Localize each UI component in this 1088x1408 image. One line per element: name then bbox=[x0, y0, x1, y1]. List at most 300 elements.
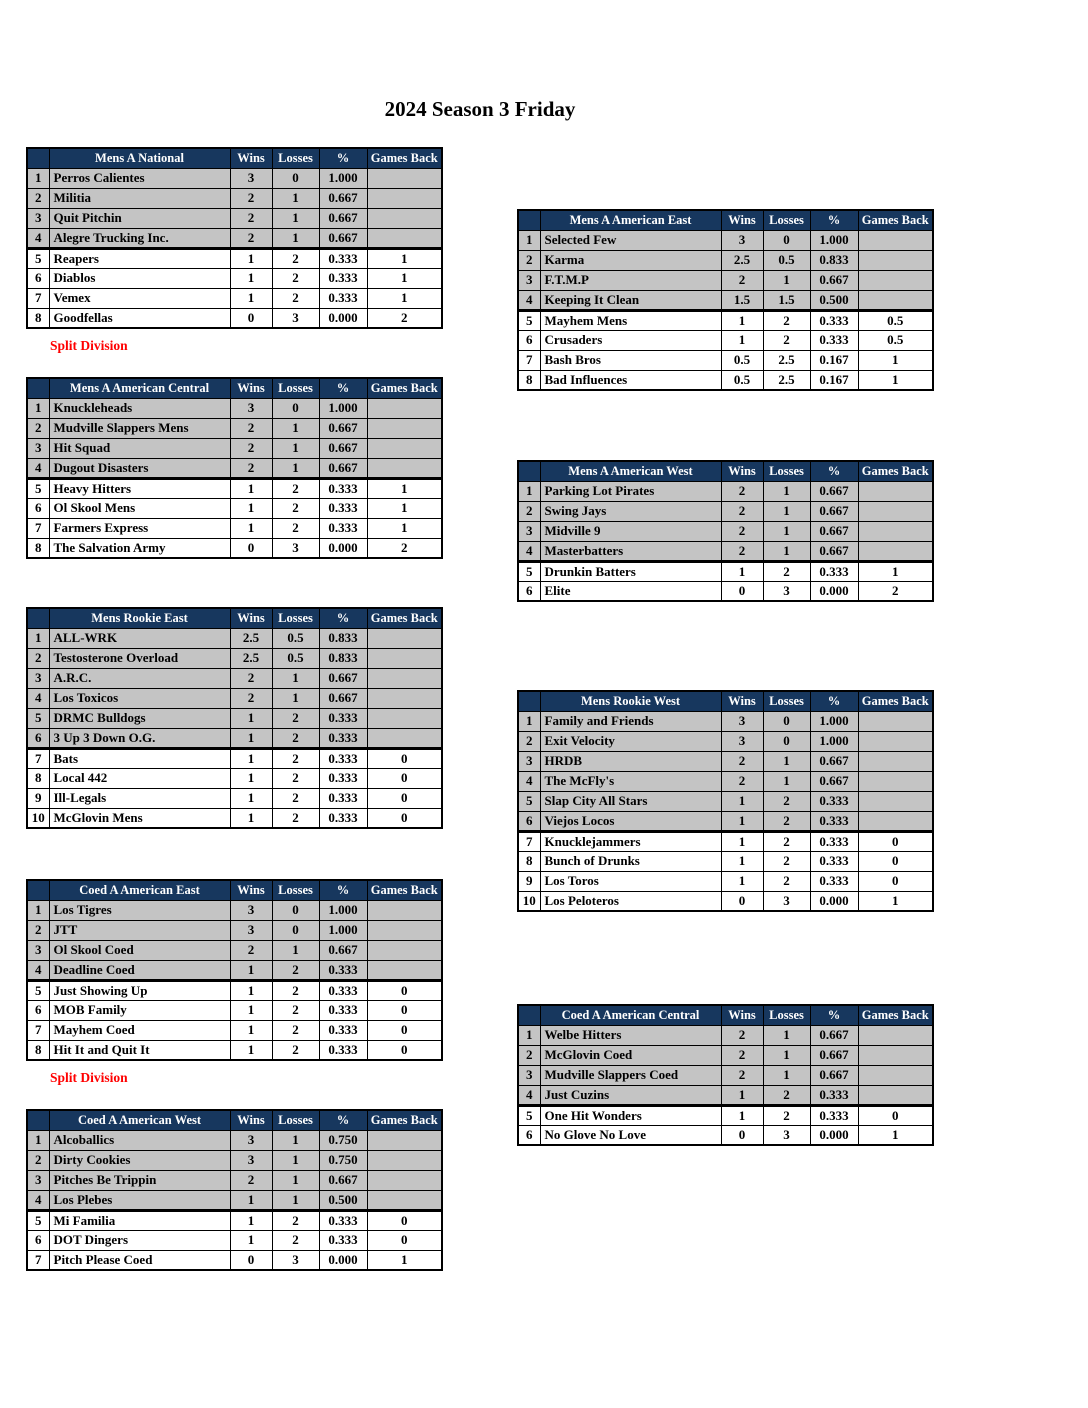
losses-cell: 1 bbox=[763, 1025, 810, 1045]
rank-cell: 2 bbox=[27, 418, 49, 438]
wins-cell: 3 bbox=[721, 711, 763, 731]
losses-cell: 0.5 bbox=[763, 250, 810, 270]
rank-cell: 4 bbox=[27, 228, 49, 248]
col-header-losses: Losses bbox=[272, 880, 319, 900]
wins-cell: 1 bbox=[721, 1085, 763, 1105]
wins-cell: 2 bbox=[721, 1045, 763, 1065]
team-name: Alegre Trucking Inc. bbox=[49, 228, 230, 248]
pct-cell: 0.333 bbox=[319, 1020, 367, 1040]
pct-cell: 1.000 bbox=[319, 168, 367, 188]
team-row bbox=[518, 711, 933, 731]
games-back-cell bbox=[858, 731, 933, 751]
team-row bbox=[518, 771, 933, 791]
pct-cell: 0.333 bbox=[319, 808, 367, 828]
games-back-cell bbox=[367, 398, 442, 418]
pct-cell: 0.333 bbox=[319, 1040, 367, 1060]
team-row bbox=[27, 398, 442, 418]
wins-cell: 2 bbox=[230, 668, 272, 688]
rank-cell: 2 bbox=[518, 501, 540, 521]
pct-cell: 0.333 bbox=[319, 268, 367, 288]
wins-cell: 2 bbox=[721, 481, 763, 501]
rank-header bbox=[518, 1005, 540, 1025]
losses-cell: 1 bbox=[272, 1150, 319, 1170]
rank-cell: 2 bbox=[27, 648, 49, 668]
games-back-cell bbox=[858, 521, 933, 541]
pct-cell: 0.667 bbox=[810, 1045, 858, 1065]
team-name: Dirty Cookies bbox=[49, 1150, 230, 1170]
team-row bbox=[27, 308, 442, 328]
team-row bbox=[518, 1045, 933, 1065]
losses-cell: 2 bbox=[763, 1085, 810, 1105]
pct-cell: 0.667 bbox=[319, 458, 367, 478]
wins-cell: 3 bbox=[721, 731, 763, 751]
pct-cell: 0.000 bbox=[319, 308, 367, 328]
col-header-games-back: Games Back bbox=[367, 880, 442, 900]
losses-cell: 0.5 bbox=[272, 648, 319, 668]
team-row bbox=[27, 418, 442, 438]
header-row bbox=[518, 691, 933, 711]
wins-cell: 1 bbox=[230, 1210, 272, 1230]
losses-cell: 1 bbox=[272, 188, 319, 208]
rank-cell: 8 bbox=[518, 851, 540, 871]
rank-cell: 8 bbox=[27, 768, 49, 788]
losses-cell: 2.5 bbox=[763, 350, 810, 370]
games-back-cell bbox=[858, 541, 933, 561]
games-back-cell: 0 bbox=[367, 980, 442, 1000]
pct-cell: 1.000 bbox=[810, 731, 858, 751]
games-back-cell: 1 bbox=[858, 350, 933, 370]
wins-cell: 2 bbox=[230, 458, 272, 478]
losses-cell: 1 bbox=[272, 458, 319, 478]
games-back-cell: 2 bbox=[367, 308, 442, 328]
table-mens-a-national bbox=[26, 147, 443, 329]
team-name: Family and Friends bbox=[540, 711, 721, 731]
wins-cell: 1 bbox=[230, 1040, 272, 1060]
team-row bbox=[27, 748, 442, 768]
col-header-games-back: Games Back bbox=[367, 608, 442, 628]
games-back-cell: 1 bbox=[367, 268, 442, 288]
rank-cell: 2 bbox=[27, 1150, 49, 1170]
rank-cell: 6 bbox=[518, 1125, 540, 1145]
team-name: Perros Calientes bbox=[49, 168, 230, 188]
pct-cell: 1.000 bbox=[319, 398, 367, 418]
team-row bbox=[27, 518, 442, 538]
games-back-cell bbox=[858, 250, 933, 270]
pct-cell: 0.333 bbox=[319, 1210, 367, 1230]
team-row bbox=[518, 481, 933, 501]
pct-cell: 0.667 bbox=[319, 228, 367, 248]
team-name: Drunkin Batters bbox=[540, 561, 721, 581]
team-name: Diablos bbox=[49, 268, 230, 288]
team-name: HRDB bbox=[540, 751, 721, 771]
col-header-games-back: Games Back bbox=[858, 691, 933, 711]
wins-cell: 1 bbox=[230, 1190, 272, 1210]
rank-cell: 5 bbox=[27, 980, 49, 1000]
games-back-cell bbox=[367, 228, 442, 248]
pct-cell: 0.333 bbox=[810, 831, 858, 851]
losses-cell: 1 bbox=[272, 1130, 319, 1150]
team-name: No Glove No Love bbox=[540, 1125, 721, 1145]
losses-cell: 1 bbox=[272, 438, 319, 458]
wins-cell: 2 bbox=[230, 1170, 272, 1190]
games-back-cell bbox=[367, 920, 442, 940]
games-back-cell bbox=[367, 648, 442, 668]
wins-cell: 2 bbox=[721, 501, 763, 521]
games-back-cell bbox=[367, 418, 442, 438]
team-name: McGlovin Coed bbox=[540, 1045, 721, 1065]
standings-table bbox=[26, 147, 443, 329]
standings-table bbox=[517, 1004, 934, 1146]
rank-cell: 7 bbox=[27, 518, 49, 538]
team-row bbox=[27, 768, 442, 788]
rank-cell: 5 bbox=[518, 310, 540, 330]
table-mens-a-american-west bbox=[517, 460, 934, 602]
team-name: Just Cuzins bbox=[540, 1085, 721, 1105]
wins-cell: 2 bbox=[230, 188, 272, 208]
team-row bbox=[27, 688, 442, 708]
pct-cell: 0.333 bbox=[810, 330, 858, 350]
pct-cell: 0.667 bbox=[810, 521, 858, 541]
team-row bbox=[518, 521, 933, 541]
team-name: Dugout Disasters bbox=[49, 458, 230, 478]
team-name: Bunch of Drunks bbox=[540, 851, 721, 871]
losses-cell: 2 bbox=[272, 268, 319, 288]
team-row bbox=[27, 538, 442, 558]
losses-cell: 2 bbox=[272, 478, 319, 498]
losses-cell: 0 bbox=[272, 920, 319, 940]
col-header-games-back: Games Back bbox=[858, 1005, 933, 1025]
pct-cell: 0.167 bbox=[810, 370, 858, 390]
rank-cell: 3 bbox=[27, 940, 49, 960]
team-name: A.R.C. bbox=[49, 668, 230, 688]
games-back-cell bbox=[367, 960, 442, 980]
team-name: Karma bbox=[540, 250, 721, 270]
team-row bbox=[27, 980, 442, 1000]
split-division-label-2: Split Division bbox=[50, 1070, 128, 1085]
team-row bbox=[27, 458, 442, 478]
wins-cell: 0 bbox=[230, 538, 272, 558]
games-back-cell: 0 bbox=[367, 1230, 442, 1250]
team-row bbox=[27, 900, 442, 920]
rank-cell: 7 bbox=[27, 1020, 49, 1040]
pct-cell: 0.667 bbox=[810, 270, 858, 290]
team-row bbox=[27, 228, 442, 248]
games-back-cell: 0 bbox=[367, 808, 442, 828]
team-name: Mayhem Mens bbox=[540, 310, 721, 330]
losses-cell: 1 bbox=[272, 688, 319, 708]
wins-cell: 2.5 bbox=[721, 250, 763, 270]
rank-cell: 4 bbox=[27, 1190, 49, 1210]
rank-cell: 10 bbox=[27, 808, 49, 828]
pct-cell: 0.167 bbox=[810, 350, 858, 370]
team-row bbox=[27, 1170, 442, 1190]
rank-cell: 3 bbox=[518, 270, 540, 290]
header-row bbox=[518, 1005, 933, 1025]
rank-cell: 8 bbox=[27, 308, 49, 328]
rank-cell: 3 bbox=[27, 1170, 49, 1190]
team-name: Goodfellas bbox=[49, 308, 230, 328]
losses-cell: 1 bbox=[763, 521, 810, 541]
wins-cell: 3 bbox=[230, 1150, 272, 1170]
table-mens-a-american-east bbox=[517, 209, 934, 391]
rank-cell: 7 bbox=[27, 748, 49, 768]
pct-cell: 0.333 bbox=[810, 561, 858, 581]
team-name: Farmers Express bbox=[49, 518, 230, 538]
losses-cell: 1 bbox=[272, 1170, 319, 1190]
wins-cell: 2 bbox=[721, 521, 763, 541]
team-row bbox=[27, 1040, 442, 1060]
losses-cell: 2 bbox=[272, 708, 319, 728]
losses-cell: 2 bbox=[272, 1000, 319, 1020]
standings-table bbox=[26, 607, 443, 829]
rank-cell: 6 bbox=[518, 581, 540, 601]
losses-cell: 1 bbox=[763, 771, 810, 791]
rank-cell: 6 bbox=[27, 1000, 49, 1020]
standings-table bbox=[26, 879, 443, 1061]
pct-cell: 0.000 bbox=[319, 1250, 367, 1270]
team-name: Parking Lot Pirates bbox=[540, 481, 721, 501]
losses-cell: 3 bbox=[763, 891, 810, 911]
col-header-losses: Losses bbox=[763, 461, 810, 481]
games-back-cell bbox=[858, 501, 933, 521]
losses-cell: 2 bbox=[763, 310, 810, 330]
table-title: Coed A American Central bbox=[540, 1005, 721, 1025]
rank-cell: 3 bbox=[518, 1065, 540, 1085]
team-name: Knucklejammers bbox=[540, 831, 721, 851]
games-back-cell: 0 bbox=[367, 748, 442, 768]
games-back-cell: 0.5 bbox=[858, 330, 933, 350]
rank-header bbox=[27, 1110, 49, 1130]
pct-cell: 0.667 bbox=[319, 668, 367, 688]
rank-cell: 10 bbox=[518, 891, 540, 911]
header-row bbox=[27, 608, 442, 628]
rank-cell: 2 bbox=[27, 188, 49, 208]
losses-cell: 1 bbox=[272, 668, 319, 688]
wins-cell: 2 bbox=[721, 1065, 763, 1085]
losses-cell: 2 bbox=[272, 1040, 319, 1060]
wins-cell: 0 bbox=[721, 891, 763, 911]
rank-cell: 6 bbox=[27, 268, 49, 288]
losses-cell: 1 bbox=[272, 940, 319, 960]
team-row bbox=[518, 561, 933, 581]
team-name: Pitch Please Coed bbox=[49, 1250, 230, 1270]
rank-cell: 3 bbox=[27, 438, 49, 458]
table-coed-a-american-east bbox=[26, 879, 443, 1061]
pct-cell: 0.667 bbox=[319, 438, 367, 458]
col-header-losses: Losses bbox=[272, 608, 319, 628]
pct-cell: 0.333 bbox=[810, 851, 858, 871]
team-name: Heavy Hitters bbox=[49, 478, 230, 498]
losses-cell: 1 bbox=[763, 1065, 810, 1085]
team-row bbox=[518, 1105, 933, 1125]
games-back-cell bbox=[367, 668, 442, 688]
losses-cell: 2 bbox=[272, 1020, 319, 1040]
team-name: Local 442 bbox=[49, 768, 230, 788]
pct-cell: 0.667 bbox=[810, 1065, 858, 1085]
rank-cell: 2 bbox=[27, 920, 49, 940]
team-row bbox=[27, 708, 442, 728]
team-row bbox=[518, 330, 933, 350]
pct-cell: 0.333 bbox=[319, 980, 367, 1000]
losses-cell: 2 bbox=[763, 831, 810, 851]
team-row bbox=[27, 1150, 442, 1170]
pct-cell: 0.333 bbox=[319, 288, 367, 308]
team-name: Bash Bros bbox=[540, 350, 721, 370]
games-back-cell bbox=[858, 751, 933, 771]
team-name: Hit Squad bbox=[49, 438, 230, 458]
team-name: Viejos Locos bbox=[540, 811, 721, 831]
team-row bbox=[518, 230, 933, 250]
team-row bbox=[27, 788, 442, 808]
header-row bbox=[27, 378, 442, 398]
games-back-cell: 0.5 bbox=[858, 310, 933, 330]
pct-cell: 1.000 bbox=[810, 711, 858, 731]
losses-cell: 3 bbox=[272, 1250, 319, 1270]
wins-cell: 1 bbox=[230, 788, 272, 808]
losses-cell: 2 bbox=[272, 248, 319, 268]
col-header-wins: Wins bbox=[230, 1110, 272, 1130]
games-back-cell bbox=[858, 290, 933, 310]
team-name: Los Peloteros bbox=[540, 891, 721, 911]
wins-cell: 1 bbox=[230, 1020, 272, 1040]
col-header-losses: Losses bbox=[763, 691, 810, 711]
team-row bbox=[518, 891, 933, 911]
wins-cell: 1 bbox=[230, 518, 272, 538]
team-row bbox=[518, 541, 933, 561]
losses-cell: 1 bbox=[272, 228, 319, 248]
games-back-cell bbox=[367, 188, 442, 208]
losses-cell: 0 bbox=[272, 900, 319, 920]
team-name: Ol Skool Coed bbox=[49, 940, 230, 960]
table-coed-a-american-west bbox=[26, 1109, 443, 1271]
games-back-cell bbox=[367, 900, 442, 920]
team-name: Slap City All Stars bbox=[540, 791, 721, 811]
wins-cell: 1 bbox=[721, 310, 763, 330]
col-header-pct: % bbox=[319, 148, 367, 168]
team-name: MOB Family bbox=[49, 1000, 230, 1020]
wins-cell: 1 bbox=[721, 561, 763, 581]
col-header-pct: % bbox=[810, 691, 858, 711]
team-row bbox=[27, 648, 442, 668]
team-name: Exit Velocity bbox=[540, 731, 721, 751]
rank-header bbox=[518, 461, 540, 481]
pct-cell: 0.750 bbox=[319, 1150, 367, 1170]
col-header-games-back: Games Back bbox=[858, 210, 933, 230]
team-name: JTT bbox=[49, 920, 230, 940]
rank-cell: 1 bbox=[27, 900, 49, 920]
col-header-losses: Losses bbox=[272, 378, 319, 398]
losses-cell: 3 bbox=[272, 538, 319, 558]
team-row bbox=[518, 250, 933, 270]
team-row bbox=[27, 960, 442, 980]
team-row bbox=[518, 731, 933, 751]
games-back-cell: 1 bbox=[858, 891, 933, 911]
games-back-cell bbox=[367, 1130, 442, 1150]
team-row bbox=[27, 1230, 442, 1250]
rank-cell: 6 bbox=[518, 811, 540, 831]
team-name: ALL-WRK bbox=[49, 628, 230, 648]
rank-cell: 7 bbox=[27, 1250, 49, 1270]
rank-cell: 1 bbox=[518, 711, 540, 731]
team-row bbox=[27, 1000, 442, 1020]
wins-cell: 2 bbox=[230, 940, 272, 960]
wins-cell: 1 bbox=[230, 708, 272, 728]
losses-cell: 2 bbox=[272, 728, 319, 748]
losses-cell: 0 bbox=[272, 398, 319, 418]
wins-cell: 1 bbox=[230, 498, 272, 518]
games-back-cell bbox=[858, 791, 933, 811]
team-row bbox=[518, 270, 933, 290]
pct-cell: 0.333 bbox=[319, 768, 367, 788]
col-header-pct: % bbox=[319, 378, 367, 398]
rank-cell: 6 bbox=[27, 498, 49, 518]
rank-cell: 1 bbox=[518, 230, 540, 250]
games-back-cell: 1 bbox=[367, 478, 442, 498]
pct-cell: 0.333 bbox=[319, 518, 367, 538]
pct-cell: 0.000 bbox=[319, 538, 367, 558]
team-row bbox=[27, 920, 442, 940]
pct-cell: 0.333 bbox=[319, 748, 367, 768]
pct-cell: 0.000 bbox=[810, 581, 858, 601]
team-row bbox=[518, 501, 933, 521]
rank-header bbox=[518, 210, 540, 230]
standings-table bbox=[26, 377, 443, 559]
rank-cell: 4 bbox=[27, 960, 49, 980]
team-row bbox=[27, 1020, 442, 1040]
team-name: Just Showing Up bbox=[49, 980, 230, 1000]
games-back-cell bbox=[367, 1170, 442, 1190]
rank-cell: 4 bbox=[518, 290, 540, 310]
wins-cell: 1.5 bbox=[721, 290, 763, 310]
team-row bbox=[27, 478, 442, 498]
col-header-losses: Losses bbox=[763, 210, 810, 230]
games-back-cell: 0 bbox=[367, 1020, 442, 1040]
games-back-cell bbox=[858, 481, 933, 501]
team-row bbox=[518, 831, 933, 851]
losses-cell: 1 bbox=[763, 541, 810, 561]
rank-cell: 8 bbox=[27, 538, 49, 558]
team-name: Bad Influences bbox=[540, 370, 721, 390]
losses-cell: 2 bbox=[272, 498, 319, 518]
team-name: Keeping It Clean bbox=[540, 290, 721, 310]
col-header-wins: Wins bbox=[721, 461, 763, 481]
games-back-cell bbox=[367, 438, 442, 458]
losses-cell: 2.5 bbox=[763, 370, 810, 390]
games-back-cell: 1 bbox=[367, 288, 442, 308]
games-back-cell: 0 bbox=[367, 788, 442, 808]
wins-cell: 1 bbox=[230, 960, 272, 980]
rank-header bbox=[27, 148, 49, 168]
wins-cell: 3 bbox=[230, 920, 272, 940]
team-row bbox=[518, 851, 933, 871]
rank-cell: 5 bbox=[27, 708, 49, 728]
team-row bbox=[518, 290, 933, 310]
losses-cell: 1 bbox=[763, 481, 810, 501]
pct-cell: 0.667 bbox=[810, 1025, 858, 1045]
team-name: Ill-Legals bbox=[49, 788, 230, 808]
pct-cell: 0.333 bbox=[319, 728, 367, 748]
games-back-cell: 2 bbox=[858, 581, 933, 601]
pct-cell: 0.333 bbox=[319, 248, 367, 268]
losses-cell: 2 bbox=[272, 288, 319, 308]
team-row bbox=[518, 1125, 933, 1145]
wins-cell: 1 bbox=[230, 248, 272, 268]
games-back-cell: 1 bbox=[858, 561, 933, 581]
team-name: Testosterone Overload bbox=[49, 648, 230, 668]
table-title: Mens A American West bbox=[540, 461, 721, 481]
games-back-cell bbox=[858, 771, 933, 791]
games-back-cell bbox=[367, 628, 442, 648]
